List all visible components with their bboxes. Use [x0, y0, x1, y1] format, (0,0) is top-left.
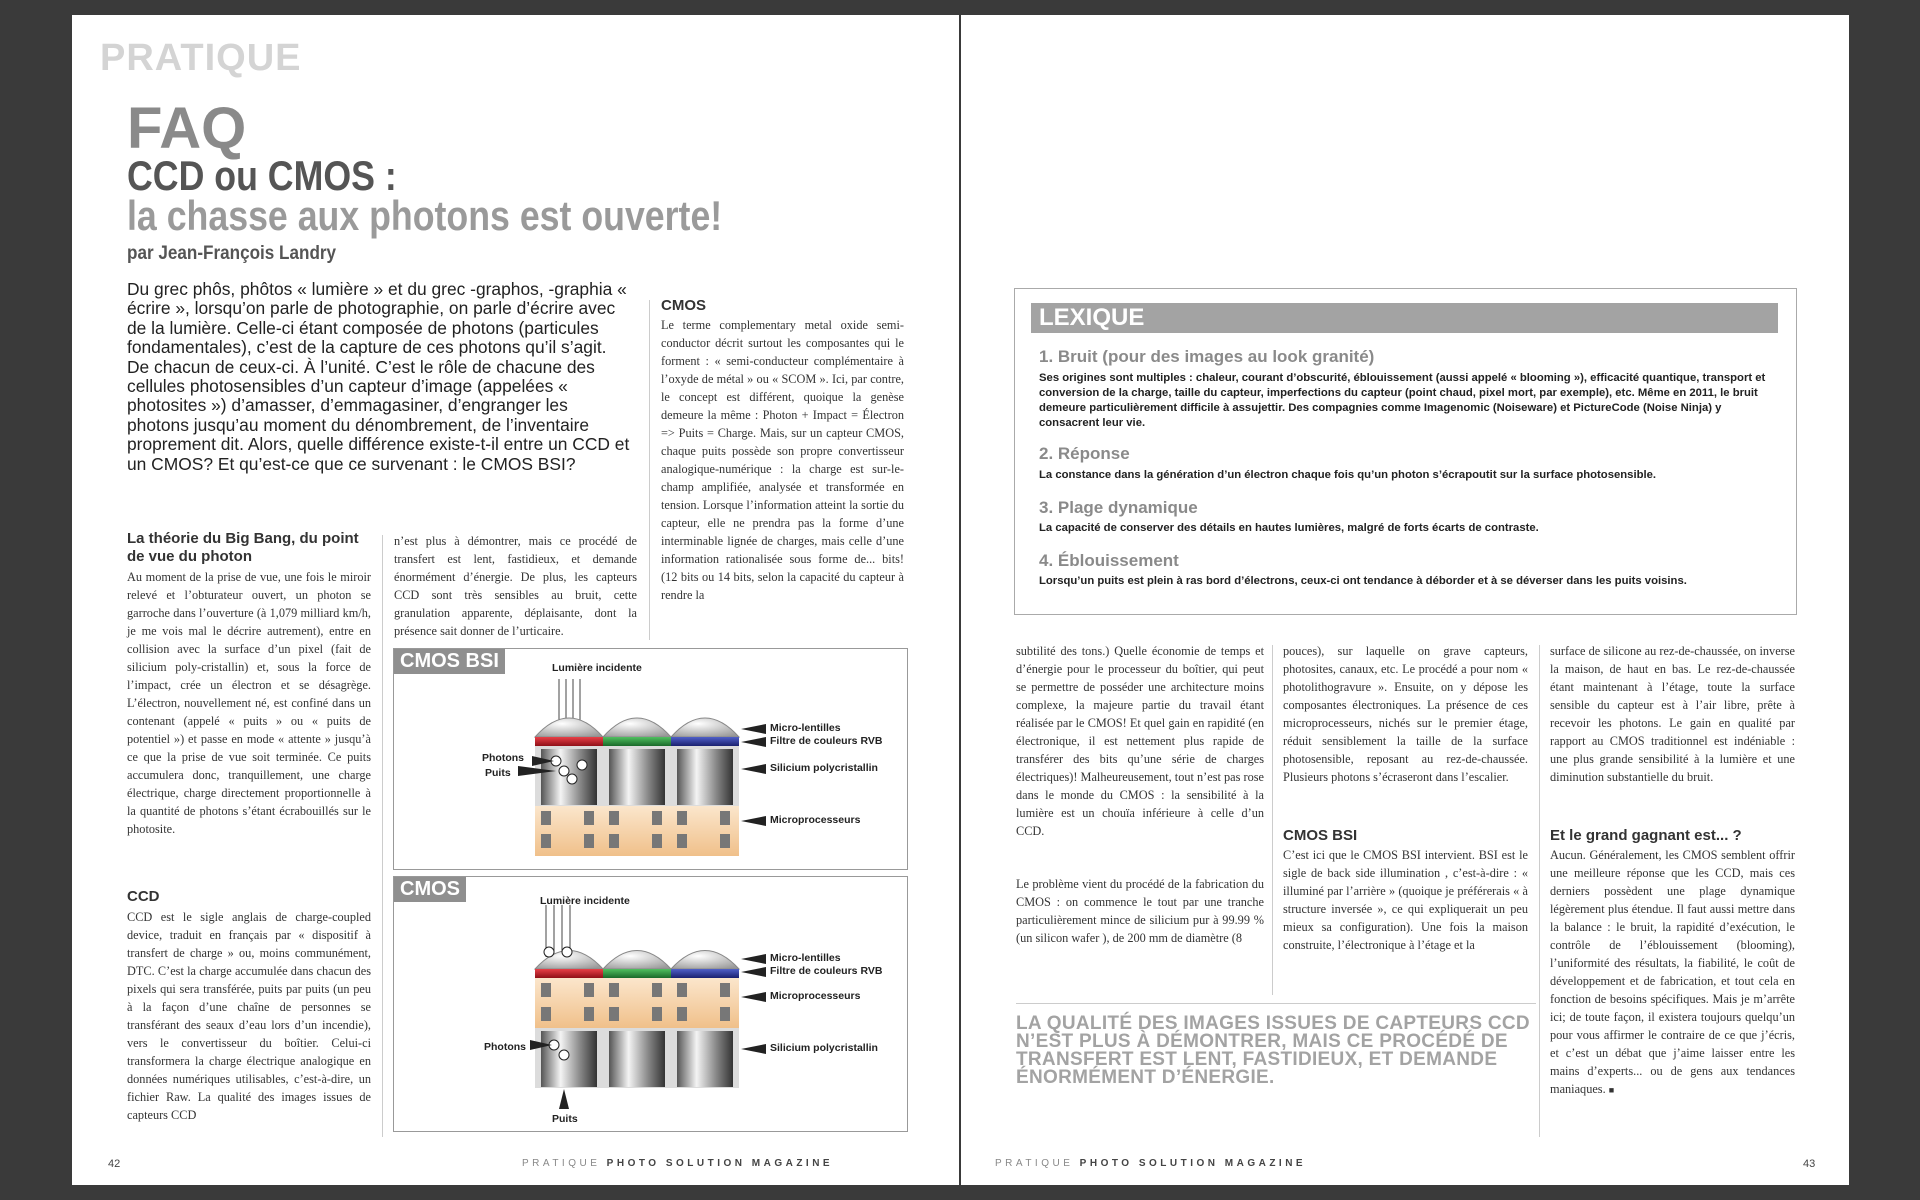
bigbang-heading: La théorie du Big Bang, du point de vue du photon [127, 530, 359, 565]
label-photons: Photons [484, 1041, 526, 1053]
column-rule [649, 300, 650, 640]
lexique-definition: La constance dans la génération d’un électron chaque fois qu’un photon s’écrapoutit sur la surface photosensible. [1039, 469, 1657, 481]
footer-section: PRATIQUE [522, 1158, 601, 1169]
label-microprocessors: Microprocesseurs [770, 814, 861, 826]
article-title-line2: la chasse aux photons est ouverte! [127, 192, 723, 239]
lexique-term: 2. Réponse [1039, 444, 1130, 463]
ccd-heading: CCD [127, 888, 160, 905]
page-number: 43 [1803, 1158, 1816, 1170]
lexique-term: 4. Éblouissement [1039, 551, 1179, 570]
bigbang-text: Au moment de la prise de vue, une fois le miroir relevé et l’obturateur ouvert, un photon se garroche dans l’ouverture (à 1,079 milliard km/h, je me vois mal le décrire autrement), entre en collision avec la surface d’un pixel (fait de silicium poly-cristallin) et, sous la force de l’impact, crée un électron et se désagrège. L’électron, nouvellement né, est confiné dans un contenant (appelé « puits » ou « puits de potentiel ») et passe en mode « attente » jusqu’à ce que la prise de vue soit terminée. Ce puits accumulera donc, tranquillement, une charge électrique, charge directement proportionnelle à la quantité de photons s’étant écrabouillés sur le photosite. [127, 570, 371, 836]
lexique-term: 3. Plage dynamique [1039, 498, 1198, 517]
diagram-tag: CMOS [394, 877, 466, 902]
article-title-line1: CCD ou CMOS : [127, 152, 397, 199]
body-col1-a: subtilité des tons.) Quelle économie de temps et d’énergie pour le processeur du boîtier, qui peut se permettre de posséder une architecture moins complexe, la majeure partie du travail étant réalisée par le CMOS! Et quel gain en rapidité (en électronique, il est nettement plus rapide de transférer des bits qu’une série de charges électriques)! Malheureusement, tout n’est pas rose dans le monde du CMOS : la sensibilité à la lumière est un chouïa inférieure à celle d’un CCD. [1016, 644, 1264, 838]
lexique-term: 1. Bruit (pour des images au look granité) [1039, 347, 1375, 366]
label-rgb-filter: Filtre de couleurs RVB [770, 965, 883, 977]
lead-paragraph: Du grec phôs, phôtos « lumière » et du grec -graphos, -graphia « écrire », lorsqu’on parle de photographie, on parle d’écrire avec de la lumière. Celle-ci étant composée de photons (particules fondamentales), c’est de la capture de ces photons qu’il s’agit. De chacun de ceux-ci. À l’unité. C’est le rôle de chacune des cellules photosensibles d’un capteur d’image (appelées « photosites ») d’amasser, d’emmagasiner, d’engranger les photons jusqu’au moment du dénombrement, de l’inventaire proprement dit. Alors, quelle différence existe-t-il entre un CCD et un CMOS? Et qu’est-ce que ce survenant : le CMOS BSI? [127, 279, 630, 474]
running-footer [995, 1158, 1306, 1169]
right-page [961, 15, 1849, 1185]
label-microlenses: Micro-lentilles [770, 952, 841, 964]
left-page [72, 15, 959, 1185]
lexique-definition: La capacité de conserver des détails en hautes lumières, malgré de forts écarts de contraste. [1039, 522, 1539, 534]
sensor-illustration-bsi [394, 649, 907, 869]
label-rgb-filter: Filtre de couleurs RVB [770, 735, 883, 747]
end-mark: ■ [1608, 1085, 1615, 1095]
faq-heading: FAQ [127, 96, 247, 161]
pull-quote-rule [1016, 1003, 1536, 1004]
lexique-box [1014, 288, 1797, 615]
footer-magazine: PHOTO SOLUTION MAGAZINE [606, 1158, 834, 1169]
column-rule [382, 535, 383, 1137]
label-microprocessors: Microprocesseurs [770, 990, 861, 1002]
label-wells: Puits [485, 767, 511, 779]
body-col2-b: C’est ici que le CMOS BSI intervient. BSI est le sigle de back side illumination , c’est-à-dire : « illuminé par l’arrière » (quoique je préférerais « à structure inversée », ce qui expliquerait un peu mieux sa configuration). Une fois la maison construite, l’électronique à l’étage et la [1283, 848, 1528, 952]
mid-text: n’est plus à démontrer, mais ce procédé de transfert est lent, fastidieux, et demande énormément d’énergie. De plus, les capteurs CCD sont très sensibles au bruit, cette granulation apparente, déplaisante, dont la présence sait donner de l’urticaire. [394, 534, 637, 638]
bsi-heading: CMOS BSI [1283, 827, 1358, 844]
cmos-text: Le terme complementary metal oxide semi-conductor décrit surtout les composantes qui le forment : « semi-conducteur complémentaire à l’oxyde de métal » ou « SCOM ». Ici, par contre, le concept est différent, quoique la genèse demeure la même : Photon + Impact = Électron => Puits = Charge. Mais, sur un capteur CMOS, chaque puits possède son propre convertisseur analogique-numérique : la charge est sur-le-champ amplifiée, analysée et transformée en tension. Lorsque l’information atteint la sortie du capteur, elle ne prendra pas la forme d’une interminable lignée de charges, mais celle d’une information rationalisée sous forme de... bits! (12 bits ou 14 bits, selon la capacité du capteur à rendre la [661, 318, 904, 602]
label-silicon: Silicium polycristallin [770, 762, 878, 774]
label-incident-light: Lumière incidente [540, 895, 630, 907]
section-tag: PRATIQUE [100, 37, 302, 79]
body-col2-a: pouces), sur laquelle on grave capteurs, photosites, canaux, etc. Le procédé a pour nom « photolithogravure ». Ensuite, on y dépose les composantes électroniques. La présence de ces microprocesseurs, nichés sur le premier étage, réduit sensiblement la taille de la surface photosensible, reposant au rez-de-chaussée. Plusieurs photons s’écraseront dans l’escalier. [1283, 644, 1528, 784]
running-footer [522, 1158, 833, 1169]
label-microlenses: Micro-lentilles [770, 722, 841, 734]
ccd-text: CCD est le sigle anglais de charge-coupled device, traduit en français par « dispositif à transfert de charge » ou, moins communément, DTC. C’est la charge accumulée dans chacun des pixels qui sera transférée, puits par puits (un peu à la façon d’une chaîne de personnes se transférant des seaux d’eau lors d’un incendie), vers le convertisseur du boîtier. Celui-ci transformera la charge électrique analogique en données numériques utilisables, c’est-à-dire, un fichier Raw. La qualité des images issues de capteurs CCD [127, 910, 371, 1122]
winner-heading: Et le grand gagnant est... ? [1550, 827, 1742, 844]
label-photons: Photons [482, 752, 524, 764]
body-col3-b-text: Aucun. Généralement, les CMOS semblent offrir une meilleure réponse que les CCD, mais ces derniers possèdent une plage dynamique légèrement plus étendue. Il faut aussi mettre dans la balance : le bruit, la rapidité d’exécution, le contrôle de l’éblouissement (blooming), l’uniformité des résultats, la fiabilité, le coût de développement et de fabrication, et tout cela en fonction de besoins spécifiques. Mais je m’arrête ici; de toute façon, il existera toujours quelqu’un pour vous affirmer le contraire de ce que j’écris, et c’est un débat que j’aime laisser entre les mains d’experts... ou de gens aux tendances maniaques. [1550, 848, 1795, 1096]
body-col3-a: surface de silicone au rez-de-chaussée, on inverse la maison, de haut en bas. Le rez-de-chaussée étant maintenant à l’étage, toute la surface sensible du capteur est à l’air libre, prête à recevoir les photons. Le gain en qualité par rapport au CMOS traditionnel est indéniable : une plus grande sensibilité à la lumière et une diminution substantielle du bruit. [1550, 644, 1795, 784]
pull-quote: LA QUALITÉ DES IMAGES ISSUES DE CAPTEURS CCD N’EST PLUS À DÉMONTRER, MAIS CE PROCÉDÉ DE TRANSFERT EST LENT, FASTIDIEUX, ET DEMANDE ÉNORMÉMENT D’ÉNERGIE. [1016, 1013, 1530, 1088]
page-number: 42 [108, 1158, 121, 1170]
body-col1-b: Le problème vient du procédé de la fabrication du CMOS : on commence le tout par une tranche particulièrement mince de silicium pur à 99.99 % (un silicon wafer ), de 200 mm de diamètre (8 [1016, 877, 1264, 945]
byline: par Jean-François Landry [127, 243, 337, 264]
lexique-definition: Lorsqu’un puits est plein à ras bord d’électrons, ceux-ci ont tendance à déborder et à se déverser dans les puits voisins. [1039, 575, 1687, 587]
column-rule [1272, 645, 1273, 995]
label-wells: Puits [552, 1113, 578, 1125]
lexique-title: LEXIQUE [1031, 303, 1778, 333]
label-incident-light: Lumière incidente [552, 662, 642, 674]
diagram-cmos-bsi [393, 648, 908, 870]
column-rule [1539, 645, 1540, 1137]
label-silicon: Silicium polycristallin [770, 1042, 878, 1054]
cmos-heading: CMOS [661, 297, 706, 314]
lexique-definition: Ses origines sont multiples : chaleur, courant d’obscurité, éblouissement (aussi appelé « blooming »), efficacité quantique, transport et conversion de la charge, taille du capteur, imperfections du capteur (point chaud, pixel mort, par exemple), etc. Même en 2011, le bruit demeure particulièrement difficile à assujettir. Des compagnies comme Imagenomic (Noiseware) et PictureCode (Noise Ninja) y consacrent leur vie. [1039, 372, 1766, 429]
footer-magazine: PHOTO SOLUTION MAGAZINE [1079, 1158, 1307, 1169]
diagram-tag: CMOS BSI [394, 649, 505, 674]
sensor-illustration-cmos [394, 877, 907, 1131]
body-col3-b [1550, 846, 1795, 1099]
footer-section: PRATIQUE [995, 1158, 1074, 1169]
diagram-cmos [393, 876, 908, 1132]
